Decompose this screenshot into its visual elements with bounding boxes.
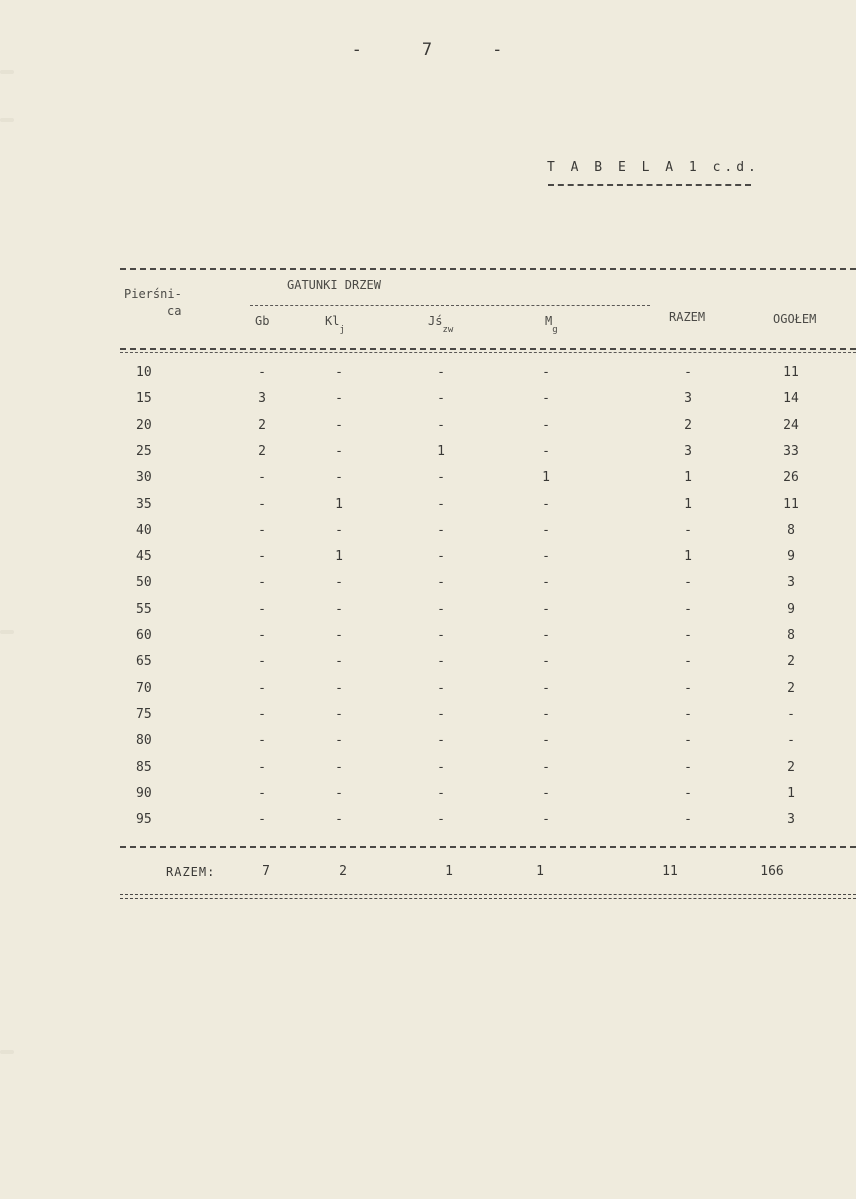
cell-gb: - [258,812,266,827]
cell-js: - [437,575,445,590]
totals-label: RAZEM: [166,865,216,879]
row-diameter: 85 [136,760,152,775]
cell-m: 1 [542,470,550,485]
cell-js: - [437,470,445,485]
cell-gb: - [258,786,266,801]
cell-razem: - [684,628,692,643]
table-title-underline [548,184,751,186]
cell-m: - [542,654,550,669]
page-number [0,40,856,60]
cell-js: - [437,549,445,564]
cell-ogolem: 9 [787,549,795,564]
cell-ogolem: 14 [783,391,799,406]
cell-gb: 2 [258,444,266,459]
cell-ogolem: 2 [787,654,795,669]
total-ogolem: 166 [760,864,784,879]
cell-razem: - [684,523,692,538]
cell-kl: - [335,628,343,643]
cell-js: - [437,654,445,669]
binder-hole-mark [0,70,14,74]
header-bottom-rule [120,348,856,350]
cell-kl: 1 [335,549,343,564]
cell-razem: - [684,786,692,801]
row-diameter: 25 [136,444,152,459]
cell-razem: 1 [684,497,692,512]
row-diameter: 40 [136,523,152,538]
total-gb: 7 [262,864,270,879]
cell-js: - [437,365,445,380]
cell-kl: - [335,681,343,696]
cell-razem: 1 [684,549,692,564]
table-title: T A B E L A 1 c.d. [547,160,760,175]
cell-ogolem: 33 [783,444,799,459]
cell-gb: 2 [258,418,266,433]
cell-js: - [437,681,445,696]
table-end-double-rule [120,894,856,899]
cell-ogolem: 8 [787,523,795,538]
cell-js: - [437,733,445,748]
cell-ogolem: 11 [783,497,799,512]
cell-js: 1 [437,444,445,459]
cell-gb: - [258,602,266,617]
cell-gb: - [258,549,266,564]
cell-kl: - [335,470,343,485]
cell-ogolem: 3 [787,812,795,827]
cell-ogolem: 26 [783,470,799,485]
row-diameter: 95 [136,812,152,827]
header-kl-main: Kl [325,314,340,328]
cell-gb: 3 [258,391,266,406]
cell-razem: 2 [684,418,692,433]
cell-m: - [542,523,550,538]
header-razem: RAZEM [669,310,706,324]
cell-m: - [542,602,550,617]
total-js: 1 [445,864,453,879]
cell-m: - [542,549,550,564]
cell-kl: - [335,733,343,748]
row-diameter: 55 [136,602,152,617]
row-diameter: 50 [136,575,152,590]
cell-gb: - [258,654,266,669]
cell-m: - [542,707,550,722]
cell-kl: - [335,365,343,380]
cell-kl: - [335,391,343,406]
table-top-rule [120,268,856,270]
header-diameter: Pierśni- [124,287,182,301]
row-diameter: 60 [136,628,152,643]
row-diameter: 20 [136,418,152,433]
cell-razem: - [684,365,692,380]
cell-m: - [542,812,550,827]
cell-gb: - [258,760,266,775]
cell-razem: - [684,575,692,590]
binder-hole-mark [0,630,14,634]
cell-js: - [437,523,445,538]
cell-js: - [437,707,445,722]
cell-m: - [542,628,550,643]
total-kl: 2 [339,864,347,879]
row-diameter: 75 [136,707,152,722]
cell-ogolem: 2 [787,681,795,696]
row-diameter: 15 [136,391,152,406]
cell-razem: - [684,681,692,696]
header-js-main: Jś [428,314,443,328]
row-diameter: 65 [136,654,152,669]
cell-kl: - [335,760,343,775]
cell-m: - [542,497,550,512]
cell-kl: - [335,812,343,827]
cell-razem: - [684,812,692,827]
cell-gb: - [258,681,266,696]
cell-js: - [437,602,445,617]
cell-gb: - [258,470,266,485]
cell-gb: - [258,523,266,538]
cell-m: - [542,681,550,696]
cell-ogolem: 3 [787,575,795,590]
cell-kl: - [335,786,343,801]
cell-kl: 1 [335,497,343,512]
page-number-dash: - [492,40,505,60]
cell-ogolem: 11 [783,365,799,380]
cell-js: - [437,812,445,827]
cell-razem: - [684,654,692,669]
header-bottom-rule-thin [120,352,856,353]
header-m-main: M [545,314,553,328]
row-diameter: 10 [136,365,152,380]
header-m [545,314,558,335]
header-js-sub: zw [442,325,454,335]
cell-razem: 3 [684,391,692,406]
cell-js: - [437,391,445,406]
cell-m: - [542,733,550,748]
header-diameter-line2: ca [167,304,182,318]
total-m: 1 [536,864,544,879]
cell-razem: - [684,602,692,617]
row-diameter: 80 [136,733,152,748]
binder-hole-mark [0,1050,14,1054]
header-m-sub: g [552,325,558,335]
binder-hole-mark [0,118,14,122]
species-group-rule [250,305,650,306]
cell-js: - [437,418,445,433]
header-species-group: GATUNKI DRZEW [287,278,381,292]
cell-m: - [542,760,550,775]
header-ogolem: OGOŁEM [773,312,817,326]
cell-gb: - [258,497,266,512]
cell-m: - [542,575,550,590]
cell-gb: - [258,575,266,590]
cell-razem: - [684,760,692,775]
cell-js: - [437,786,445,801]
header-kl-sub: j [339,325,345,335]
cell-m: - [542,444,550,459]
cell-razem: 3 [684,444,692,459]
cell-m: - [542,391,550,406]
cell-ogolem: - [787,707,795,722]
cell-kl: - [335,575,343,590]
cell-kl: - [335,444,343,459]
cell-gb: - [258,365,266,380]
cell-js: - [437,628,445,643]
page-number-dash: - [351,40,364,60]
row-diameter: 35 [136,497,152,512]
header-kl [325,314,345,335]
header-gb: Gb [255,314,270,328]
cell-ogolem: 24 [783,418,799,433]
cell-ogolem: 1 [787,786,795,801]
cell-m: - [542,418,550,433]
row-diameter: 70 [136,681,152,696]
row-diameter: 30 [136,470,152,485]
cell-m: - [542,365,550,380]
cell-kl: - [335,602,343,617]
cell-ogolem: 9 [787,602,795,617]
cell-razem: 1 [684,470,692,485]
page-number-value: 7 [421,40,435,60]
cell-m: - [542,786,550,801]
cell-gb: - [258,628,266,643]
body-bottom-rule [120,846,856,848]
cell-ogolem: 2 [787,760,795,775]
cell-js: - [437,760,445,775]
header-js [428,314,454,335]
row-diameter: 45 [136,549,152,564]
total-razem: 11 [662,864,678,879]
cell-gb: - [258,707,266,722]
cell-ogolem: 8 [787,628,795,643]
cell-kl: - [335,654,343,669]
cell-gb: - [258,733,266,748]
cell-razem: - [684,707,692,722]
cell-ogolem: - [787,733,795,748]
cell-razem: - [684,733,692,748]
cell-kl: - [335,523,343,538]
cell-kl: - [335,707,343,722]
cell-kl: - [335,418,343,433]
cell-js: - [437,497,445,512]
row-diameter: 90 [136,786,152,801]
